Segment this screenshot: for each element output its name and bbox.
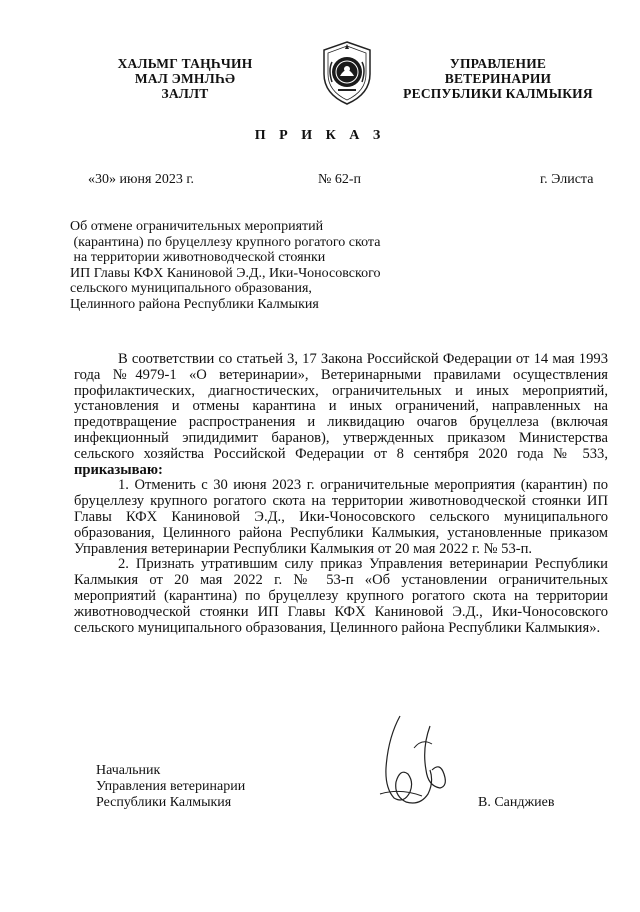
order-keyword: приказываю: xyxy=(74,461,163,478)
signer-title-line: Начальник xyxy=(96,763,161,778)
subject-line: ИП Главы КФХ Каниновой Э.Д., Ики-Чоносовского xyxy=(70,265,381,281)
signer-title xyxy=(96,763,245,810)
document-date: «30» июня 2023 г. xyxy=(88,172,195,187)
document-type: П Р И К А З xyxy=(254,128,386,143)
header-right-line: УПРАВЛЕНИЕ xyxy=(449,56,547,71)
subject-line: сельского муниципального образования, xyxy=(70,281,312,297)
subject-line: на территории животноводческой стоянки xyxy=(70,250,326,266)
preamble-paragraph xyxy=(74,352,608,478)
header-left-block xyxy=(100,56,270,101)
order-body xyxy=(74,352,608,636)
handwritten-signature xyxy=(370,708,460,808)
signer-name: В. Санджиев xyxy=(478,795,555,810)
header-right-line: ВЕТЕРИНАРИИ xyxy=(444,71,552,86)
header-left-line: ЗАЛЛТ xyxy=(161,86,209,101)
header-left-line: МАЛ ЭМНЛҺӘ xyxy=(134,71,236,86)
subject-block xyxy=(70,219,380,313)
document-city: г. Элиста xyxy=(540,172,594,187)
emblem-icon xyxy=(318,40,376,106)
signer-title-line: Управления ветеринарии xyxy=(96,778,246,794)
header-right-block xyxy=(398,56,598,101)
subject-line: Об отмене ограничительных мероприятий xyxy=(70,219,324,234)
subject-line: Целинного района Республики Калмыкия xyxy=(70,296,319,312)
header-left-line: ХАЛЬМГ ТАҢҺЧИН xyxy=(117,56,253,71)
subject-line: (карантина) по бруцеллезу крупного рогатого скота xyxy=(70,234,381,250)
order-item-2: 2. Признать утратившим силу приказ Управления ветеринарии Республики Калмыкия от 20 мая 2022 г. № 53-п «Об установлении ограничительных мероприятий (карантина) по бруцеллезу крупного рогатого скота на территории животноводческой стоянки ИП Главы КФХ Каниновой Э.Д., Ики-Чоносовского сельского муниципального образования, Целинного района Республики Калмыкия». xyxy=(74,556,608,636)
preamble-text: В соответствии со статьей 3, 17 Закона Российской Федерации от 14 мая 1993 года №4979-1 «О ветеринарии», Ветеринарными правилами осуществления профилактических, диагностических, ограничительных и иных мероприятий, установления и отмены карантина и иных ограничений, направленных на предотвращение распространения и ликвидацию очагов бруцеллеза (включая инфекционный эпидидимит баранов), утвержденных приказом Министерства сельского хозяйства Российской Федерации от 8 сентября 2020 года № 533, xyxy=(74,351,608,462)
signer-title-line: Республики Калмыкия xyxy=(96,794,232,810)
header-right-line: РЕСПУБЛИКИ КАЛМЫКИЯ xyxy=(403,86,593,101)
document-number: № 62-п xyxy=(318,172,362,187)
order-item-1: 1. Отменить с 30 июня 2023 г. ограничительные мероприятия (карантин) по бруцеллезу крупного рогатого скота на территории животноводческой стоянки ИП Главы КФХ Каниновой Э.Д., Ики-Чоносовского сельского муниципального образования, Целинного района Республики Калмыкия, установленные приказом Управления ветеринарии Республики Калмыкия от 20 мая 2022 г. № 53-п. xyxy=(74,477,608,557)
